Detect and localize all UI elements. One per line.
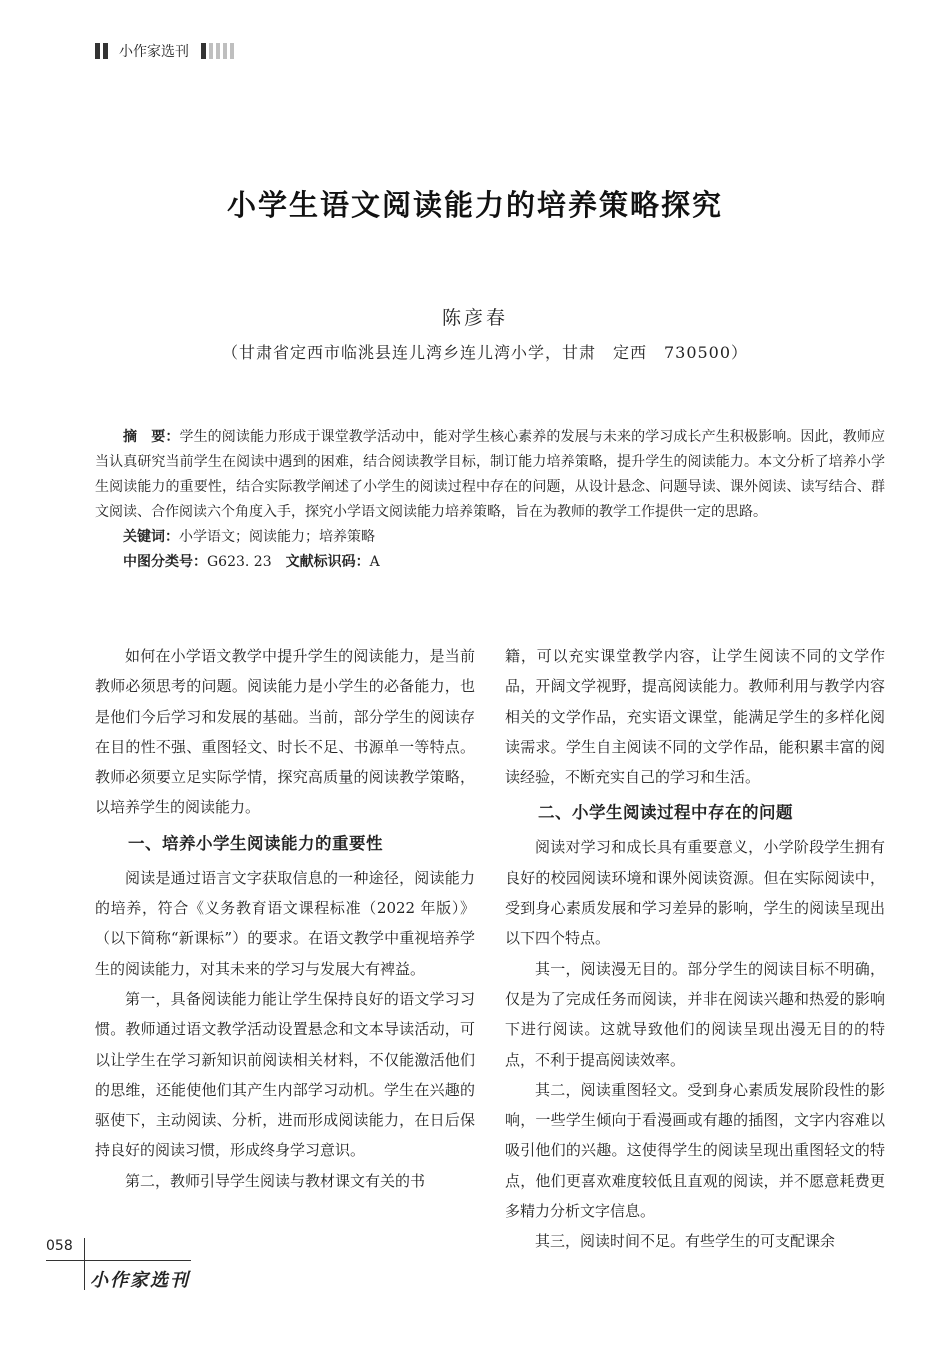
abstract-text: 学生的阅读能力形成于课堂教学活动中，能对学生核心素养的发展与未来的学习成长产生积极影响。因此，教师应当认真研究当前学生在阅读中遇到的困难，结合阅读教学目标，制订能力培养策略，提升学生的阅读能力。本文分析了培养小学生阅读能力的重要性，结合实际教学阐述了小学生的阅读过程中存在的问题，从设计悬念、问题导读、课外阅读、读写结合、群文阅读、合作阅读六个角度入手，探究小学语文阅读能力培养策略，旨在为教师的教学工作提供一定的思路。 (95, 429, 885, 520)
abstract-paragraph (95, 425, 885, 525)
body-paragraph-continued: 籍，可以充实课堂教学内容，让学生阅读不同的文学作品，开阔文学视野，提高阅读能力。教师利用与教学内容相关的文学作品，充实语文课堂，能满足学生的多样化阅读需求。学生自主阅读不同的文学作品，能积累丰富的阅读经验，不断充实自己的学习和生活。 (505, 647, 885, 787)
abstract-block (95, 425, 885, 575)
journal-logo: 小作家选刊 (90, 1270, 190, 1291)
classification-line (95, 550, 885, 575)
keywords-label: 关键词： (123, 529, 179, 545)
section-heading: 二、小学生阅读过程中存在的问题 (538, 803, 793, 823)
header-bar-decoration (201, 43, 206, 59)
header-bar-decoration (230, 43, 234, 59)
header-bar-decoration (95, 43, 100, 59)
article-title: 小学生语文阅读能力的培养策略探究 (226, 188, 723, 222)
clc-code: G623. 23 (207, 554, 272, 570)
body-paragraph: 第二，教师引导学生阅读与教材课文有关的书 (125, 1171, 426, 1190)
body-column-left (95, 641, 475, 1196)
body-paragraph: 其二，阅读重图轻文。受到身心素质发展阶段性的影响，一些学生倾向于看漫画或有趣的插图，文字内容难以吸引他们的兴趣。这使得学生的阅读呈现出重图轻文的特点，他们更喜欢难度较低且直观的阅读，并不愿意耗费更多精力分析文字信息。 (505, 1080, 885, 1221)
footer-rule (84, 1238, 85, 1290)
header-bar-decoration (223, 43, 227, 59)
body-column-right (505, 641, 885, 1257)
body-paragraph: 阅读对学习和成长具有重要意义，小学阶段学生拥有良好的校园阅读环境和课外阅读资源。但在实际阅读中，受到身心素质发展和学习差异的影响，学生的阅读呈现出以下四个特点。 (505, 838, 885, 948)
body-paragraph: 第一，具备阅读能力能让学生保持良好的语文学习习惯。教师通过语文教学活动设置悬念和文本导读活动，可以让学生在学习新知识前阅读相关材料，不仅能激活他们的思维，还能使他们其产生内部学习动机。学生在兴趣的驱使下，主动阅读、分析，进而形成阅读能力，在日后保持良好的阅读习惯，形成终身学习意识。 (95, 989, 475, 1160)
keywords-text: 小学语文；阅读能力；培养策略 (179, 529, 375, 545)
keywords-line (95, 525, 885, 550)
section-heading: 一、培养小学生阅读能力的重要性 (128, 833, 383, 853)
clc-label: 中图分类号： (123, 554, 207, 570)
body-paragraph: 如何在小学语文教学中提升学生的阅读能力，是当前教师必须思考的问题。阅读能力是小学生的必备能力，也是他们今后学习和发展的基础。当前，部分学生的阅读存在目的性不强、重图轻文、时长不足、书源单一等特点。教师必须要立足实际学情，探究高质量的阅读教学策略，以培养学生的阅读能力。 (95, 647, 475, 817)
header-bar-decoration (103, 43, 108, 59)
header-bar-decoration (216, 43, 220, 59)
journal-name: 小作家选刊 (119, 44, 189, 60)
body-paragraph: 其三，阅读时间不足。有些学生的可支配课余 (535, 1232, 836, 1251)
running-header (95, 40, 237, 62)
page-footer (46, 1238, 196, 1298)
author-affiliation: （甘肃省定西市临洮县连儿湾乡连儿湾小学，甘肃 定西 730500） (221, 343, 749, 362)
abstract-label: 摘 要： (123, 429, 180, 445)
doc-code: A (369, 554, 380, 570)
article-author: 陈彦春 (441, 307, 508, 329)
footer-rule (46, 1260, 191, 1261)
body-paragraph: 阅读是通过语言文字获取信息的一种途径，阅读能力的培养，符合《义务教育语文课程标准（2022 年版）》（以下简称“新课标”）的要求。在语文教学中重视培养学生的阅读能力，对其未来的学习与发展大有裨益。 (95, 868, 475, 978)
doc-code-label: 文献标识码： (285, 554, 370, 570)
header-bar-decoration (209, 43, 213, 59)
body-paragraph: 其一，阅读漫无目的。部分学生的阅读目标不明确，仅是为了完成任务而阅读，并非在阅读兴趣和热爱的影响下进行阅读。这就导致他们的阅读呈现出漫无目的的特点，不利于提高阅读效率。 (505, 959, 885, 1069)
page-number: 058 (46, 1238, 73, 1254)
